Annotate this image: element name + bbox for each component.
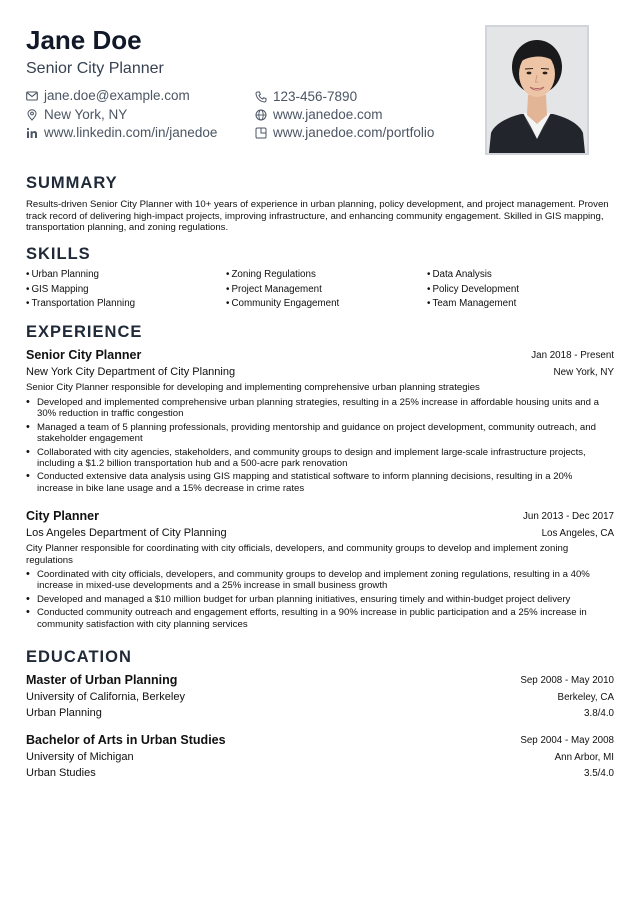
gpa: 3.8/4.0: [584, 708, 614, 719]
contact-portfolio[interactable]: [255, 124, 434, 142]
degree-dates: Sep 2008 - May 2010: [520, 675, 614, 686]
job-title: Senior City Planner: [26, 348, 142, 362]
linkedin-icon: [26, 127, 38, 139]
skill-item: • Transportation Planning: [26, 298, 226, 310]
linkedin-text: www.linkedin.com/in/janedoe: [44, 125, 218, 140]
job-title: City Planner: [26, 509, 99, 523]
gpa: 3.5/4.0: [584, 768, 614, 779]
contact-phone[interactable]: [255, 88, 357, 106]
contact-email[interactable]: [26, 87, 190, 105]
job-location: Los Angeles, CA: [541, 528, 614, 539]
job-bullet: • Conducted extensive data analysis using GIS mapping and statistical software to inform planning decisions, resulting in a 20% increase in bike lane usage and a 15% decrease in crime rates: [26, 471, 611, 493]
skill-item: • Zoning Regulations: [226, 269, 427, 281]
summary-heading: SUMMARY: [26, 174, 118, 192]
summary-text: Results-driven Senior City Planner with 10+ years of experience in urban planning, policy development, and project management. Proven track record of delivering high-impact projects, improving infrastructure, and enhancing community engagement. Skilled in GIS mapping, transportation planning, and zoning regulations.: [26, 199, 609, 234]
mail-icon: [26, 90, 38, 102]
job-bullet: • Coordinated with city officials, developers, and community groups to develop and implement zoning regulations, resulting in a 40% increase in mixed-use developments and a 25% increase in small business growth: [26, 569, 611, 591]
field-of-study: Urban Planning: [26, 707, 102, 719]
job-organization: Los Angeles Department of City Planning: [26, 527, 227, 539]
candidate-title: Senior City Planner: [26, 60, 164, 77]
job-bullet: • Developed and implemented comprehensive urban planning strategies, resulting in a 25% increase in affordable housing units and a 30% reduction in traffic congestion: [26, 397, 611, 419]
job-bullet: • Conducted community outreach and engagement efforts, resulting in a 90% increase in public participation and a 25% increase in community satisfaction with city planning services: [26, 607, 611, 629]
school-name: University of Michigan: [26, 751, 134, 763]
contact-website[interactable]: [255, 106, 383, 124]
job-description: Senior City Planner responsible for developing and implementing comprehensive urban planning strategies: [26, 382, 480, 393]
skills-heading: SKILLS: [26, 245, 91, 263]
portfolio-text: www.janedoe.com/portfolio: [273, 125, 435, 140]
school-name: University of California, Berkeley: [26, 691, 185, 703]
globe-icon: [255, 109, 267, 121]
job-description: City Planner responsible for coordinating with city officials, developers, and community groups to develop and implement zoning regulations: [26, 543, 569, 566]
job-dates: Jun 2013 - Dec 2017: [523, 511, 614, 522]
job-location: New York, NY: [553, 367, 614, 378]
email-text: jane.doe@example.com: [44, 88, 190, 103]
skill-item: • Team Management: [427, 298, 616, 310]
degree-title: Bachelor of Arts in Urban Studies: [26, 733, 226, 747]
field-of-study: Urban Studies: [26, 767, 96, 779]
job-bullet: • Developed and managed a $10 million budget for urban planning initiatives, ensuring timely and within-budget project delivery: [26, 594, 611, 605]
contact-location: [26, 106, 127, 124]
portfolio-icon: [255, 127, 267, 139]
school-location: Berkeley, CA: [557, 692, 614, 703]
candidate-name: Jane Doe: [26, 25, 142, 55]
experience-heading: EXPERIENCE: [26, 323, 143, 341]
job-bullets: [26, 569, 611, 632]
profile-photo: [485, 25, 589, 155]
education-heading: EDUCATION: [26, 648, 132, 666]
degree-title: Master of Urban Planning: [26, 673, 178, 687]
job-bullet: • Managed a team of 5 planning professionals, providing mentorship and guidance on project development, community outreach, and stakeholder engagement: [26, 422, 611, 444]
degree-dates: Sep 2004 - May 2008: [520, 735, 614, 746]
skill-item: • GIS Mapping: [26, 284, 226, 296]
contact-linkedin[interactable]: [26, 124, 217, 142]
job-dates: Jan 2018 - Present: [531, 350, 614, 361]
job-organization: New York City Department of City Planning: [26, 366, 236, 378]
skill-item: • Project Management: [226, 284, 427, 296]
resume-header: [26, 24, 466, 79]
phone-text: 123-456-7890: [273, 89, 358, 104]
portrait-image: [487, 27, 587, 153]
phone-icon: [255, 91, 267, 103]
location-pin-icon: [26, 109, 38, 121]
job-bullets: [26, 397, 611, 496]
skills-list: [26, 269, 616, 310]
school-location: Ann Arbor, MI: [554, 752, 614, 763]
job-bullet: • Collaborated with city agencies, stakeholders, and community groups to design and implement large-scale infrastructure projects, including a $1.2 billion transportation hub and a 500-acre park renovation: [26, 447, 611, 469]
skill-item: • Community Engagement: [226, 298, 427, 310]
skill-item: • Policy Development: [427, 284, 616, 296]
website-text: www.janedoe.com: [273, 107, 383, 122]
location-text: New York, NY: [44, 107, 128, 122]
skill-item: • Data Analysis: [427, 269, 616, 281]
skill-item: • Urban Planning: [26, 269, 226, 281]
